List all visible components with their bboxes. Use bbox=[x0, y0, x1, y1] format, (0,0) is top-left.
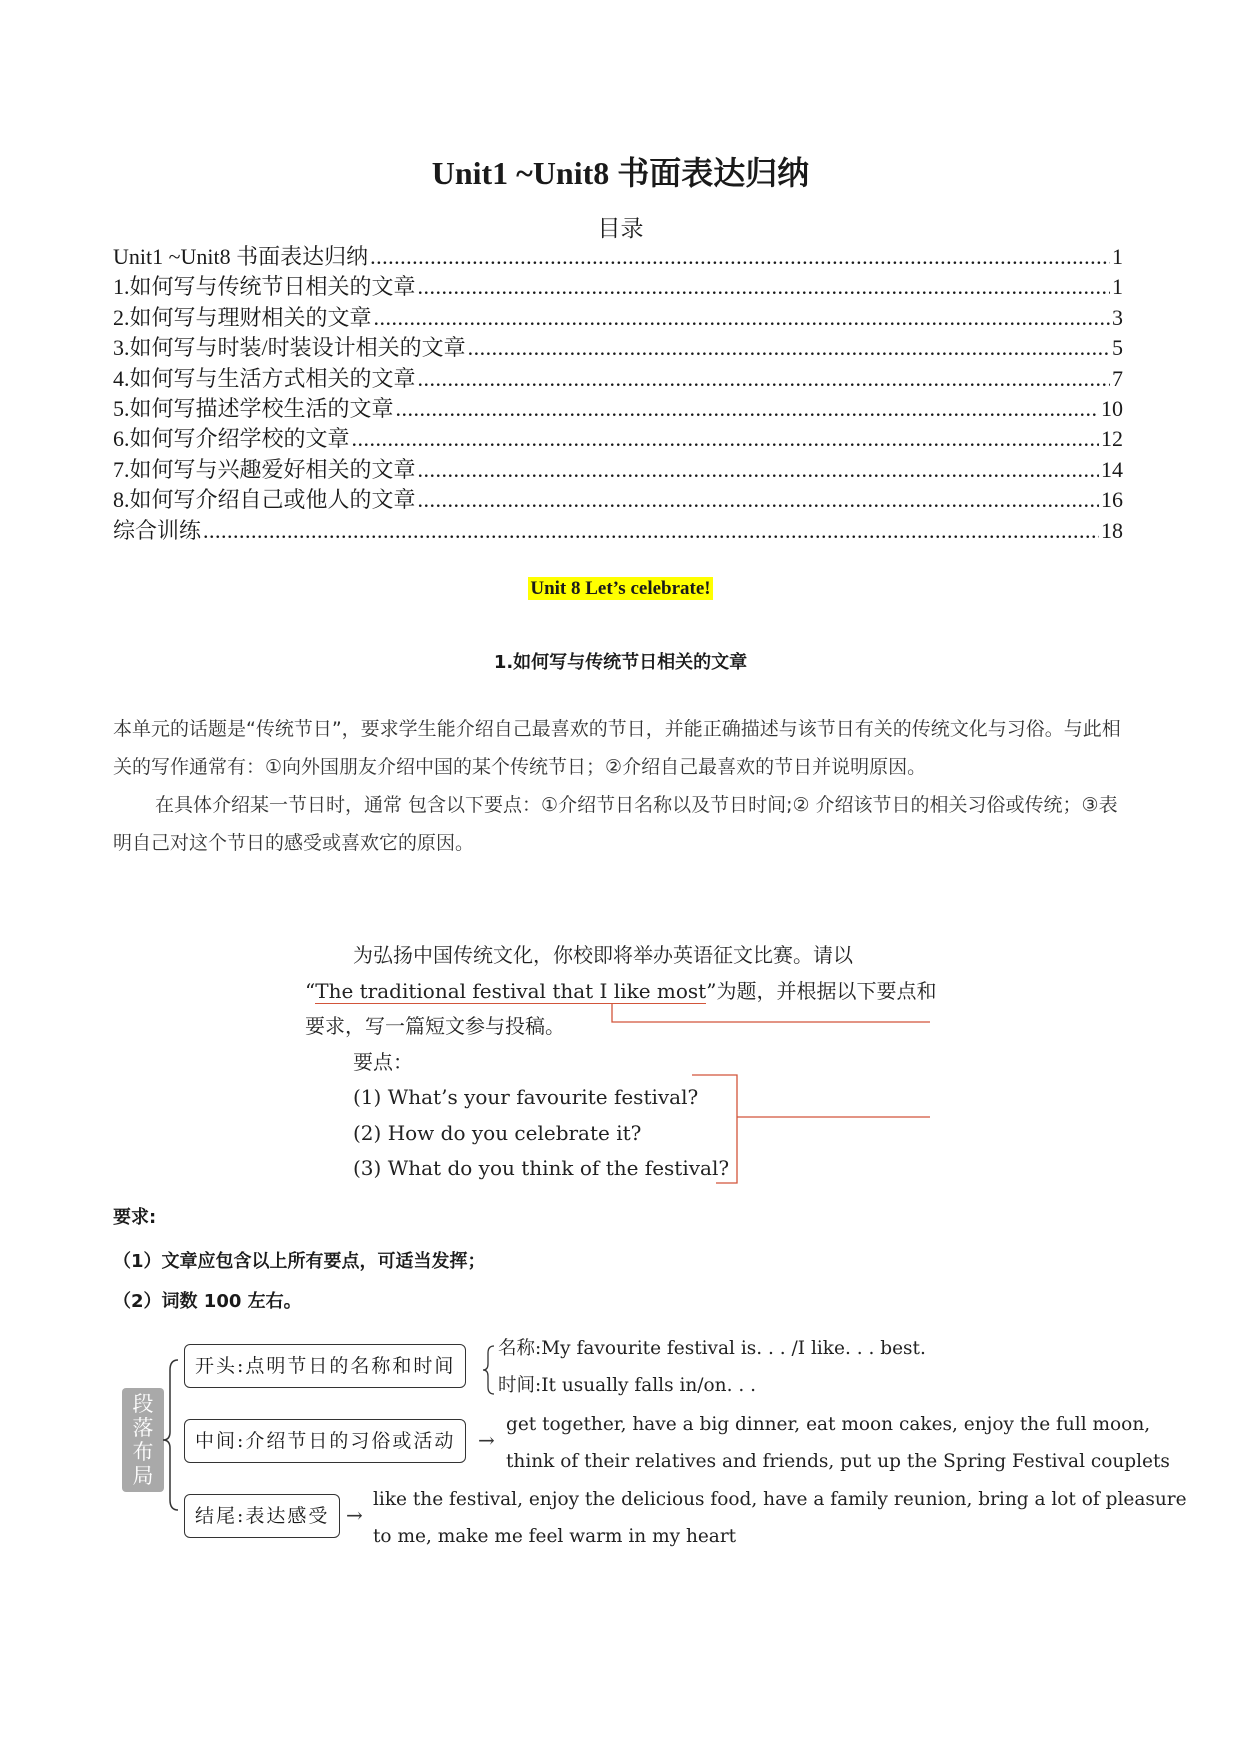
toc-leader-dots bbox=[374, 305, 1110, 331]
toc-leader-dots bbox=[203, 518, 1099, 544]
task-line-2 bbox=[305, 974, 945, 1010]
toc-leader-dots bbox=[352, 426, 1099, 452]
toc-leader-dots bbox=[418, 457, 1099, 483]
toc-entry[interactable] bbox=[113, 270, 1123, 300]
badge-char: 局 bbox=[132, 1464, 154, 1488]
toc-entry-label: 4.如何写与生活方式相关的文章 bbox=[113, 365, 416, 391]
toc-entry[interactable] bbox=[113, 514, 1123, 544]
ending-line-1: like the festival, enjoy the delicious food, have a family reunion, bring a lot of pleasure bbox=[373, 1489, 1187, 1510]
task-line-1: 为弘扬中国传统文化，你校即将举办英语征文比赛。请以 bbox=[353, 943, 853, 967]
badge-char: 布 bbox=[132, 1440, 154, 1464]
toc-entry[interactable] bbox=[113, 453, 1123, 483]
badge-char: 落 bbox=[132, 1416, 154, 1440]
middle-box: 中间:介绍节日的习俗或活动 bbox=[184, 1419, 466, 1463]
toc-entry[interactable] bbox=[113, 301, 1123, 331]
points-label: 要点： bbox=[353, 1049, 413, 1074]
quote-open: “ bbox=[305, 978, 316, 1003]
toc-entry-label: 5.如何写描述学校生活的文章 bbox=[113, 395, 394, 421]
requirements-label: 要求: bbox=[113, 1207, 157, 1228]
toc-entry-page: 1 bbox=[1112, 274, 1123, 300]
ending-box: 结尾:表达感受 bbox=[184, 1494, 340, 1538]
opening-box: 开头:点明节日的名称和时间 bbox=[184, 1344, 466, 1388]
writing-task bbox=[305, 938, 945, 1187]
middle-line-1: get together, have a big dinner, eat moon cakes, enjoy the full moon, bbox=[506, 1414, 1151, 1435]
toc-entry-page: 7 bbox=[1112, 365, 1123, 391]
toc-leader-dots bbox=[418, 274, 1110, 300]
document-title: Unit1 ~Unit8 书面表达归纳 bbox=[431, 155, 810, 191]
badge-char: 段 bbox=[132, 1392, 154, 1416]
table-of-contents bbox=[113, 240, 1123, 544]
point-2: (2) How do you celebrate it? bbox=[353, 1120, 642, 1145]
opening-name-line: 名称:My favourite festival is. . . /I like. . . best. bbox=[498, 1338, 926, 1359]
toc-entry-label: 8.如何写介绍自己或他人的文章 bbox=[113, 487, 416, 513]
layout-badge bbox=[122, 1388, 164, 1492]
point-1: (1) What’s your favourite festival? bbox=[353, 1085, 699, 1109]
toc-entry-page: 18 bbox=[1101, 517, 1123, 543]
middle-line-2: think of their relatives and friends, put up the Spring Festival couplets bbox=[506, 1451, 1170, 1472]
toc-entry[interactable] bbox=[113, 362, 1123, 392]
unit-title-text: Unit 8 Let’s celebrate! bbox=[530, 578, 711, 599]
toc-entry-page: 1 bbox=[1112, 244, 1123, 269]
task-topic: The traditional festival that I like most bbox=[315, 978, 707, 1003]
toc-heading: 目录 bbox=[597, 216, 644, 242]
opening-time-line: 时间:It usually falls in/on. . . bbox=[498, 1375, 756, 1396]
toc-entry-page: 3 bbox=[1112, 304, 1123, 330]
toc-entry-label: 7.如何写与兴趣爱好相关的文章 bbox=[113, 456, 416, 482]
toc-leader-dots bbox=[418, 366, 1110, 392]
toc-entry[interactable] bbox=[113, 240, 1123, 270]
task-line-2-rest: ”为题，并根据以下要点和 bbox=[706, 978, 937, 1003]
toc-entry[interactable] bbox=[113, 392, 1123, 422]
toc-leader-dots bbox=[370, 244, 1110, 270]
toc-entry-label: 综合训练 bbox=[113, 517, 202, 543]
toc-leader-dots bbox=[396, 396, 1099, 422]
ending-line-2: to me, make me feel warm in my heart bbox=[373, 1526, 737, 1547]
toc-entry-label: 2.如何写与理财相关的文章 bbox=[113, 304, 372, 330]
point-3: (3) What do you think of the festival? bbox=[353, 1156, 730, 1180]
toc-entry-label: Unit1 ~Unit8 书面表达归纳 bbox=[113, 244, 369, 269]
toc-entry[interactable] bbox=[113, 331, 1123, 361]
requirement-2: （2）词数 100 左右。 bbox=[113, 1291, 302, 1312]
toc-entry[interactable] bbox=[113, 422, 1123, 452]
intro-text bbox=[113, 710, 1123, 862]
section-title: 1.如何写与传统节日相关的文章 bbox=[493, 652, 748, 673]
toc-entry-page: 16 bbox=[1101, 487, 1123, 513]
requirement-1: （1）文章应包含以上所有要点，可适当发挥； bbox=[113, 1251, 486, 1272]
toc-entry-label: 1.如何写与传统节日相关的文章 bbox=[113, 274, 416, 300]
toc-entry-page: 5 bbox=[1112, 335, 1123, 361]
toc-leader-dots bbox=[418, 487, 1099, 513]
task-line-3: 要求，写一篇短文参与投稿。 bbox=[305, 1014, 565, 1038]
toc-entry-label: 3.如何写与时装/时装设计相关的文章 bbox=[113, 335, 466, 361]
toc-entry[interactable] bbox=[113, 483, 1123, 513]
toc-entry-page: 10 bbox=[1101, 395, 1123, 421]
toc-entry-page: 14 bbox=[1101, 456, 1123, 482]
intro-paragraph-1: 本单元的话题是“传统节日”，要求学生能介绍自己最喜欢的节日，并能正确描述与该节日有关的传统文化与习俗。与此相关的写作通常有：①向外国朋友介绍中国的某个传统节日；②介绍自己最喜欢的节日并说明原因。 bbox=[113, 718, 1121, 778]
toc-entry-label: 6.如何写介绍学校的文章 bbox=[113, 426, 350, 452]
toc-entry-page: 12 bbox=[1101, 426, 1123, 452]
intro-paragraph-2: 在具体介绍某一节日时，通常 包含以下要点：①介绍节日名称以及节日时间;② 介绍该节日的相关习俗或传统；③表明自己对这个节日的感受或喜欢它的原因。 bbox=[113, 794, 1118, 854]
toc-leader-dots bbox=[468, 335, 1110, 361]
unit-title bbox=[0, 578, 1241, 600]
ending-arrow-icon: → bbox=[346, 1503, 363, 1527]
middle-arrow-icon: → bbox=[478, 1428, 495, 1452]
